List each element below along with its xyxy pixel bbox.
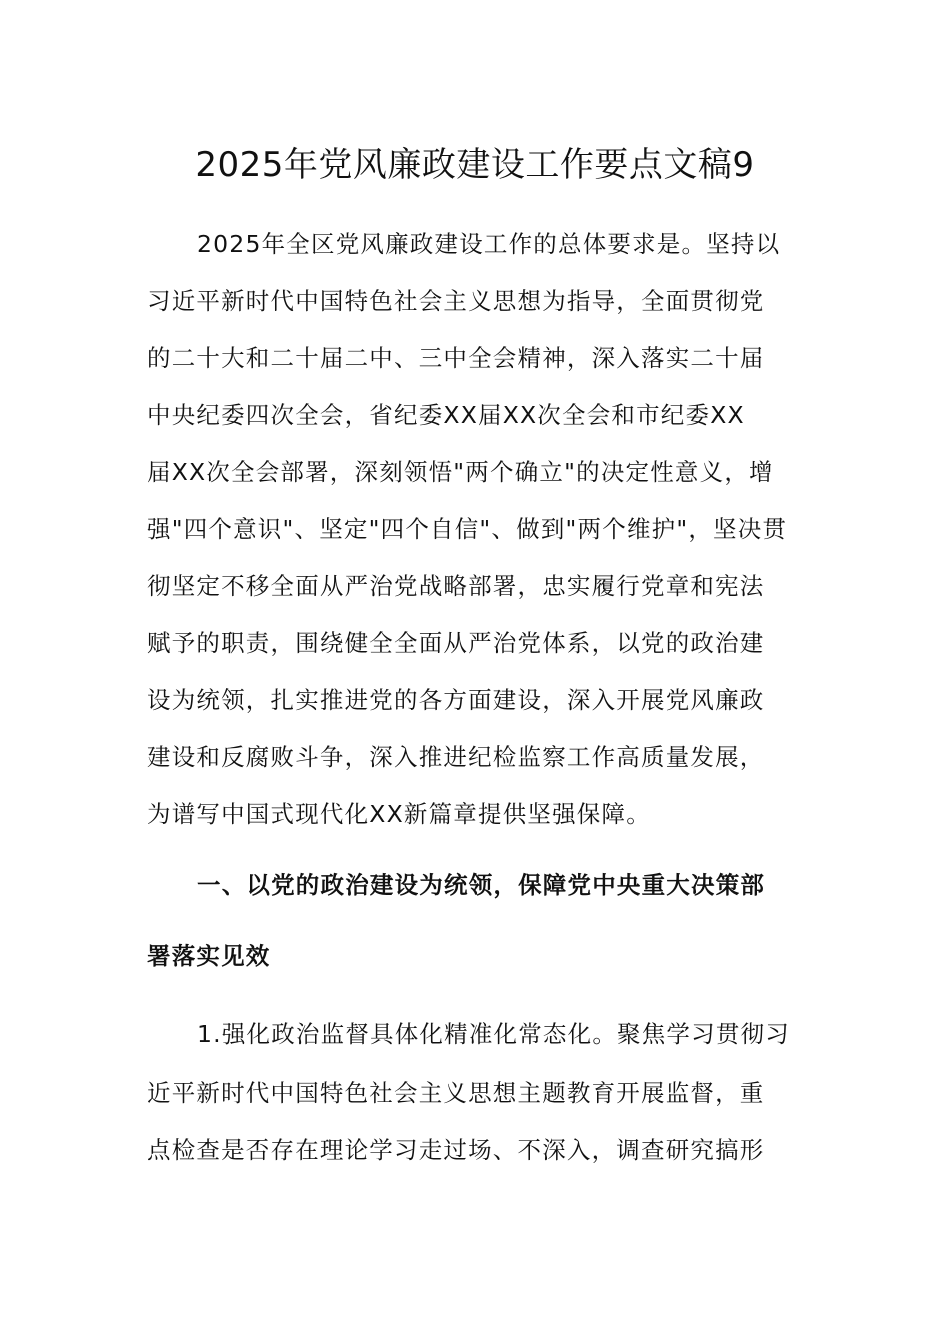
intro-line: 赋予的职责，围绕健全全面从严治党体系，以党的政治建 [147,629,765,657]
intro-line: 届XX次全会部署，深刻领悟"两个确立"的决定性意义，增 [147,458,774,486]
item-line: 近平新时代中国特色社会主义思想主题教育开展监督，重 [147,1079,765,1107]
intro-line: 的二十大和二十届二中、三中全会精神，深入落实二十届 [147,344,765,372]
intro-line: 习近平新时代中国特色社会主义思想为指导，全面贯彻党 [147,287,765,315]
document-title: 2025年党风廉政建设工作要点文稿9 [195,145,755,185]
section-heading-line: 署落实见效 [147,942,271,970]
item-line: 1.强化政治监督具体化精准化常态化。聚焦学习贯彻习 [197,1020,790,1048]
intro-line: 建设和反腐败斗争，深入推进纪检监察工作高质量发展， [147,743,765,771]
section-heading-line: 一、以党的政治建设为统领，保障党中央重大决策部 [197,871,766,899]
intro-line: 2025年全区党风廉政建设工作的总体要求是。坚持以 [197,230,781,258]
intro-line: 中央纪委四次全会，省纪委XX届XX次全会和市纪委XX [147,401,745,429]
intro-line: 为谱写中国式现代化XX新篇章提供坚强保障。 [147,800,651,828]
intro-line: 彻坚定不移全面从严治党战略部署，忠实履行党章和宪法 [147,572,765,600]
intro-line: 强"四个意识"、坚定"四个自信"、做到"两个维护"，坚决贯 [147,515,788,543]
intro-line: 设为统领，扎实推进党的各方面建设，深入开展党风廉政 [147,686,765,714]
item-line: 点检查是否存在理论学习走过场、不深入，调查研究搞形 [147,1136,765,1164]
